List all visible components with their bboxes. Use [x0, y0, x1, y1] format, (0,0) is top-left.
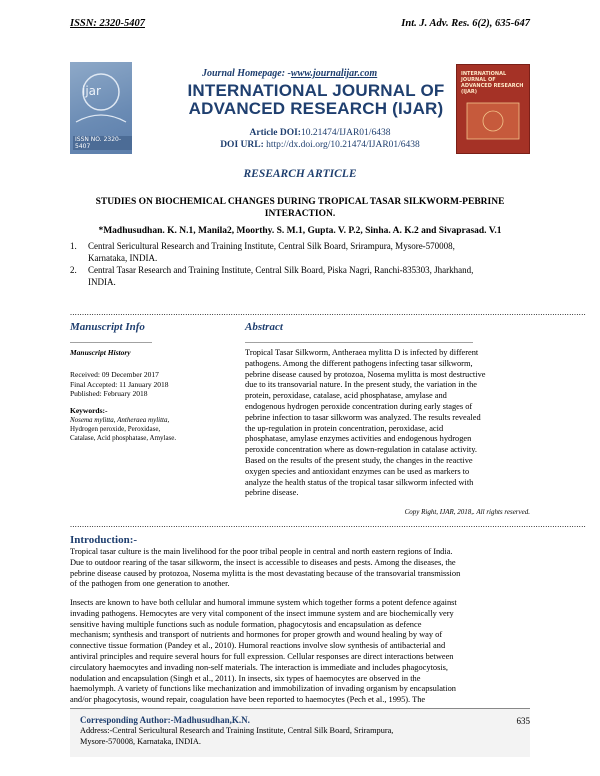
- body-line: of the pathogen from one generation to another.: [70, 579, 230, 589]
- manuscript-info-heading: Manuscript Info: [70, 321, 145, 333]
- abstract-line: pebrine disease caused by protozoa, Nosema mylitta is most destructive: [245, 369, 486, 379]
- abstract-line: phosphatase, amylase enzymes activities and endogenous hydrogen: [245, 434, 472, 444]
- keywords-heading: Keywords:-: [70, 406, 108, 415]
- abstract-heading: Abstract: [245, 321, 283, 333]
- body-line: haemolymph. A variety of functions like mechanization and immobilization of invading organism by encapsulation: [70, 684, 456, 694]
- abstract-line: Tropical Tasar Silkworm, Antheraea mylitta D is infected by different: [245, 348, 479, 357]
- affiliation-item-cont: Karnataka, INDIA.: [88, 253, 158, 263]
- body-line: invading pathogens. Hemocytes are very vital component of the insect immune system and are biochemically very: [70, 608, 454, 618]
- body-line: and/or phagocytosis, wound repair, coagulation have been reported to haemocytes (Pech et al., 1995). The: [70, 695, 426, 705]
- keyword-line: Catalase, Acid phosphatase, Amylase.: [70, 434, 177, 442]
- introduction-para-2: [70, 598, 530, 706]
- abstract-line: due to its transovarial nature. In the present study, the variation in the: [245, 380, 478, 390]
- section-type: RESEARCH ARTICLE: [243, 168, 357, 180]
- introduction-heading: Introduction:-: [70, 534, 138, 546]
- manuscript-history-heading: Manuscript History: [70, 348, 131, 357]
- body-line: nodulation and encapsulation (Singh et al., 2011). In insects, six types of haemocytes are observed in the: [70, 673, 421, 683]
- affiliation-item: 1. Central Sericultural Research and Training Institute, Central Silk Board, Srirampura, Mysore-570008,: [70, 241, 455, 251]
- affiliation-item-cont: INDIA.: [88, 277, 116, 287]
- keyword-line: Hydrogen peroxide, Peroxidase,: [70, 425, 161, 433]
- address-line: Mysore-570008, Karnataka, INDIA.: [80, 736, 201, 746]
- homepage-label: Journal Homepage: -: [202, 68, 291, 79]
- abstract-line: peroxide concentration where as down-regulation in catalase activity.: [245, 445, 478, 455]
- divider-dots: .......................................................................................................................................................................................................................: [70, 520, 586, 529]
- article-title-line2: INTERACTION.: [264, 209, 336, 219]
- article-doi-value: 10.21474/IJAR01/6438: [300, 128, 391, 138]
- received-date: Received: 09 December 2017: [70, 370, 159, 379]
- abstract-line: endogenous hydrogen peroxide concentration during early stages of: [245, 401, 473, 411]
- abstract-line: analyze the health status of the tropical tasar silkworm infected with: [245, 477, 474, 487]
- abstract-line: pebrine infection to tasar silkworm was analyzed. The results revealed: [245, 412, 481, 422]
- abstract-line: oxygen species and antioxidant enzymes can be used as markers to: [245, 466, 470, 476]
- cover-pattern-icon: [457, 65, 529, 153]
- divider-dots-short: .........................................: [70, 336, 152, 345]
- keywords-list: [70, 416, 230, 443]
- journal-cover-image: [456, 64, 530, 154]
- body-line: Due to outdoor rearing of the tasar silkworm, the insect is accessible to diseases and pests. Among the diseases, the: [70, 557, 456, 567]
- copyright-notice: Copy Right, IJAR, 2018,. All rights reserved.: [404, 508, 530, 516]
- doi-url-label: DOI URL:: [220, 140, 264, 150]
- divider-dots: .......................................................................................................................................................................................................................: [70, 308, 586, 317]
- body-line: pebrine disease caused by protozoa, Nosema mylitta is the most devastating because of the transovarial transmission: [70, 568, 461, 578]
- introduction-para-1: [70, 547, 530, 590]
- author-list: *Madhusudhan. K. N.1, Manila2, Moorthy. S. M.1, Gupta. V. P.2, Sinha. A. K.2 and Sivaprasad. V.1: [98, 226, 502, 236]
- author-address: [80, 726, 500, 747]
- affiliation-item: 2. Central Tasar Research and Training Institute, Central Silk Board, Piska Nagri, Ranchi-835303, Jharkhand,: [70, 265, 474, 275]
- citation-text: Int. J. Adv. Res. 6(2), 635-647: [401, 18, 530, 29]
- doi-url-link[interactable]: http://dx.doi.org/10.21474/IJAR01/6438: [266, 140, 420, 150]
- body-line: antiviral principles and require several hours for full expression. Cellular responses are direct interactions between: [70, 651, 454, 661]
- body-line: circulatory haemocytes and invading non-self materials. The interaction is immediate and includes phagocytosis,: [70, 662, 449, 672]
- body-line: Tropical tasar culture is the main livelihood for the poor tribal people in central and north eastern regions of India.: [70, 547, 453, 556]
- journal-homepage: [202, 68, 377, 79]
- abstract-line: Based on the results of the present study, the changes in the reactive: [245, 455, 473, 465]
- affiliations: [70, 240, 530, 288]
- homepage-link[interactable]: www.journalijar.com: [290, 68, 378, 79]
- issn-text: ISSN: 2320-5407: [70, 18, 145, 29]
- abstract-line: the up-regulation in protein concentration, peroxidase, acid: [245, 423, 444, 433]
- corresponding-author: Corresponding Author:-Madhusudhan,K.N.: [80, 715, 250, 725]
- journal-title-line1: INTERNATIONAL JOURNAL OF: [187, 81, 445, 100]
- abstract-line: pebrine disease.: [245, 488, 299, 498]
- logo-issn: ISSN NO. 2320-5407: [73, 136, 132, 150]
- abstract-line: protein, peroxidase, catalase, acid phosphatase, amylase and: [245, 391, 447, 401]
- article-title-line1: STUDIES ON BIOCHEMICAL CHANGES DURING TROPICAL TASAR SILKWORM-PEBRINE: [95, 197, 505, 207]
- body-line: mechanism; synthesis and transport of nutrients and hormones for proper growth and wound healing by way of: [70, 630, 443, 640]
- running-header: [70, 18, 530, 29]
- article-doi: [170, 128, 470, 138]
- body-line: connective tissue formation (Pandey et al., 2010). Humoral reactions involve slow synthesis of antibacterial and: [70, 641, 446, 651]
- published-date: Published: February 2018: [70, 389, 148, 398]
- ijar-logo: [70, 62, 132, 154]
- keyword-line: Nosema mylitta, Antheraea mylitta,: [70, 416, 170, 424]
- journal-title-line2: ADVANCED RESEARCH (IJAR): [188, 99, 444, 118]
- logo-text: ijar: [82, 84, 101, 98]
- address-line: Address:-Central Sericultural Research and Training Institute, Central Silk Board, Srirampura,: [80, 726, 394, 735]
- corresponding-author-box: [70, 708, 530, 757]
- body-line: sensitive having multiple functions such as nodule formation, phagocytosis and encapsulation as defence: [70, 619, 422, 629]
- body-line: Insects are known to have both cellular and humoral immune system which together forms a potent defence against: [70, 598, 457, 607]
- doi-url: [170, 140, 470, 150]
- page-number: 635: [516, 716, 530, 726]
- article-doi-label: Article DOI:: [249, 128, 301, 138]
- abstract-line: pathogens. Among the different pathogens infecting tasar silkworm,: [245, 358, 473, 368]
- journal-header: [70, 62, 530, 154]
- cover-title: INTERNATIONAL JOURNAL OF ADVANCED RESEARCH (IJAR): [461, 71, 524, 95]
- manuscript-dates: [70, 370, 168, 399]
- article-title: [70, 196, 530, 220]
- abstract-body: [245, 348, 530, 499]
- divider-dots-abstract: ..................................................................................................................: [245, 336, 473, 345]
- accepted-date: Final Accepted: 11 January 2018: [70, 379, 169, 389]
- journal-title: [166, 82, 466, 118]
